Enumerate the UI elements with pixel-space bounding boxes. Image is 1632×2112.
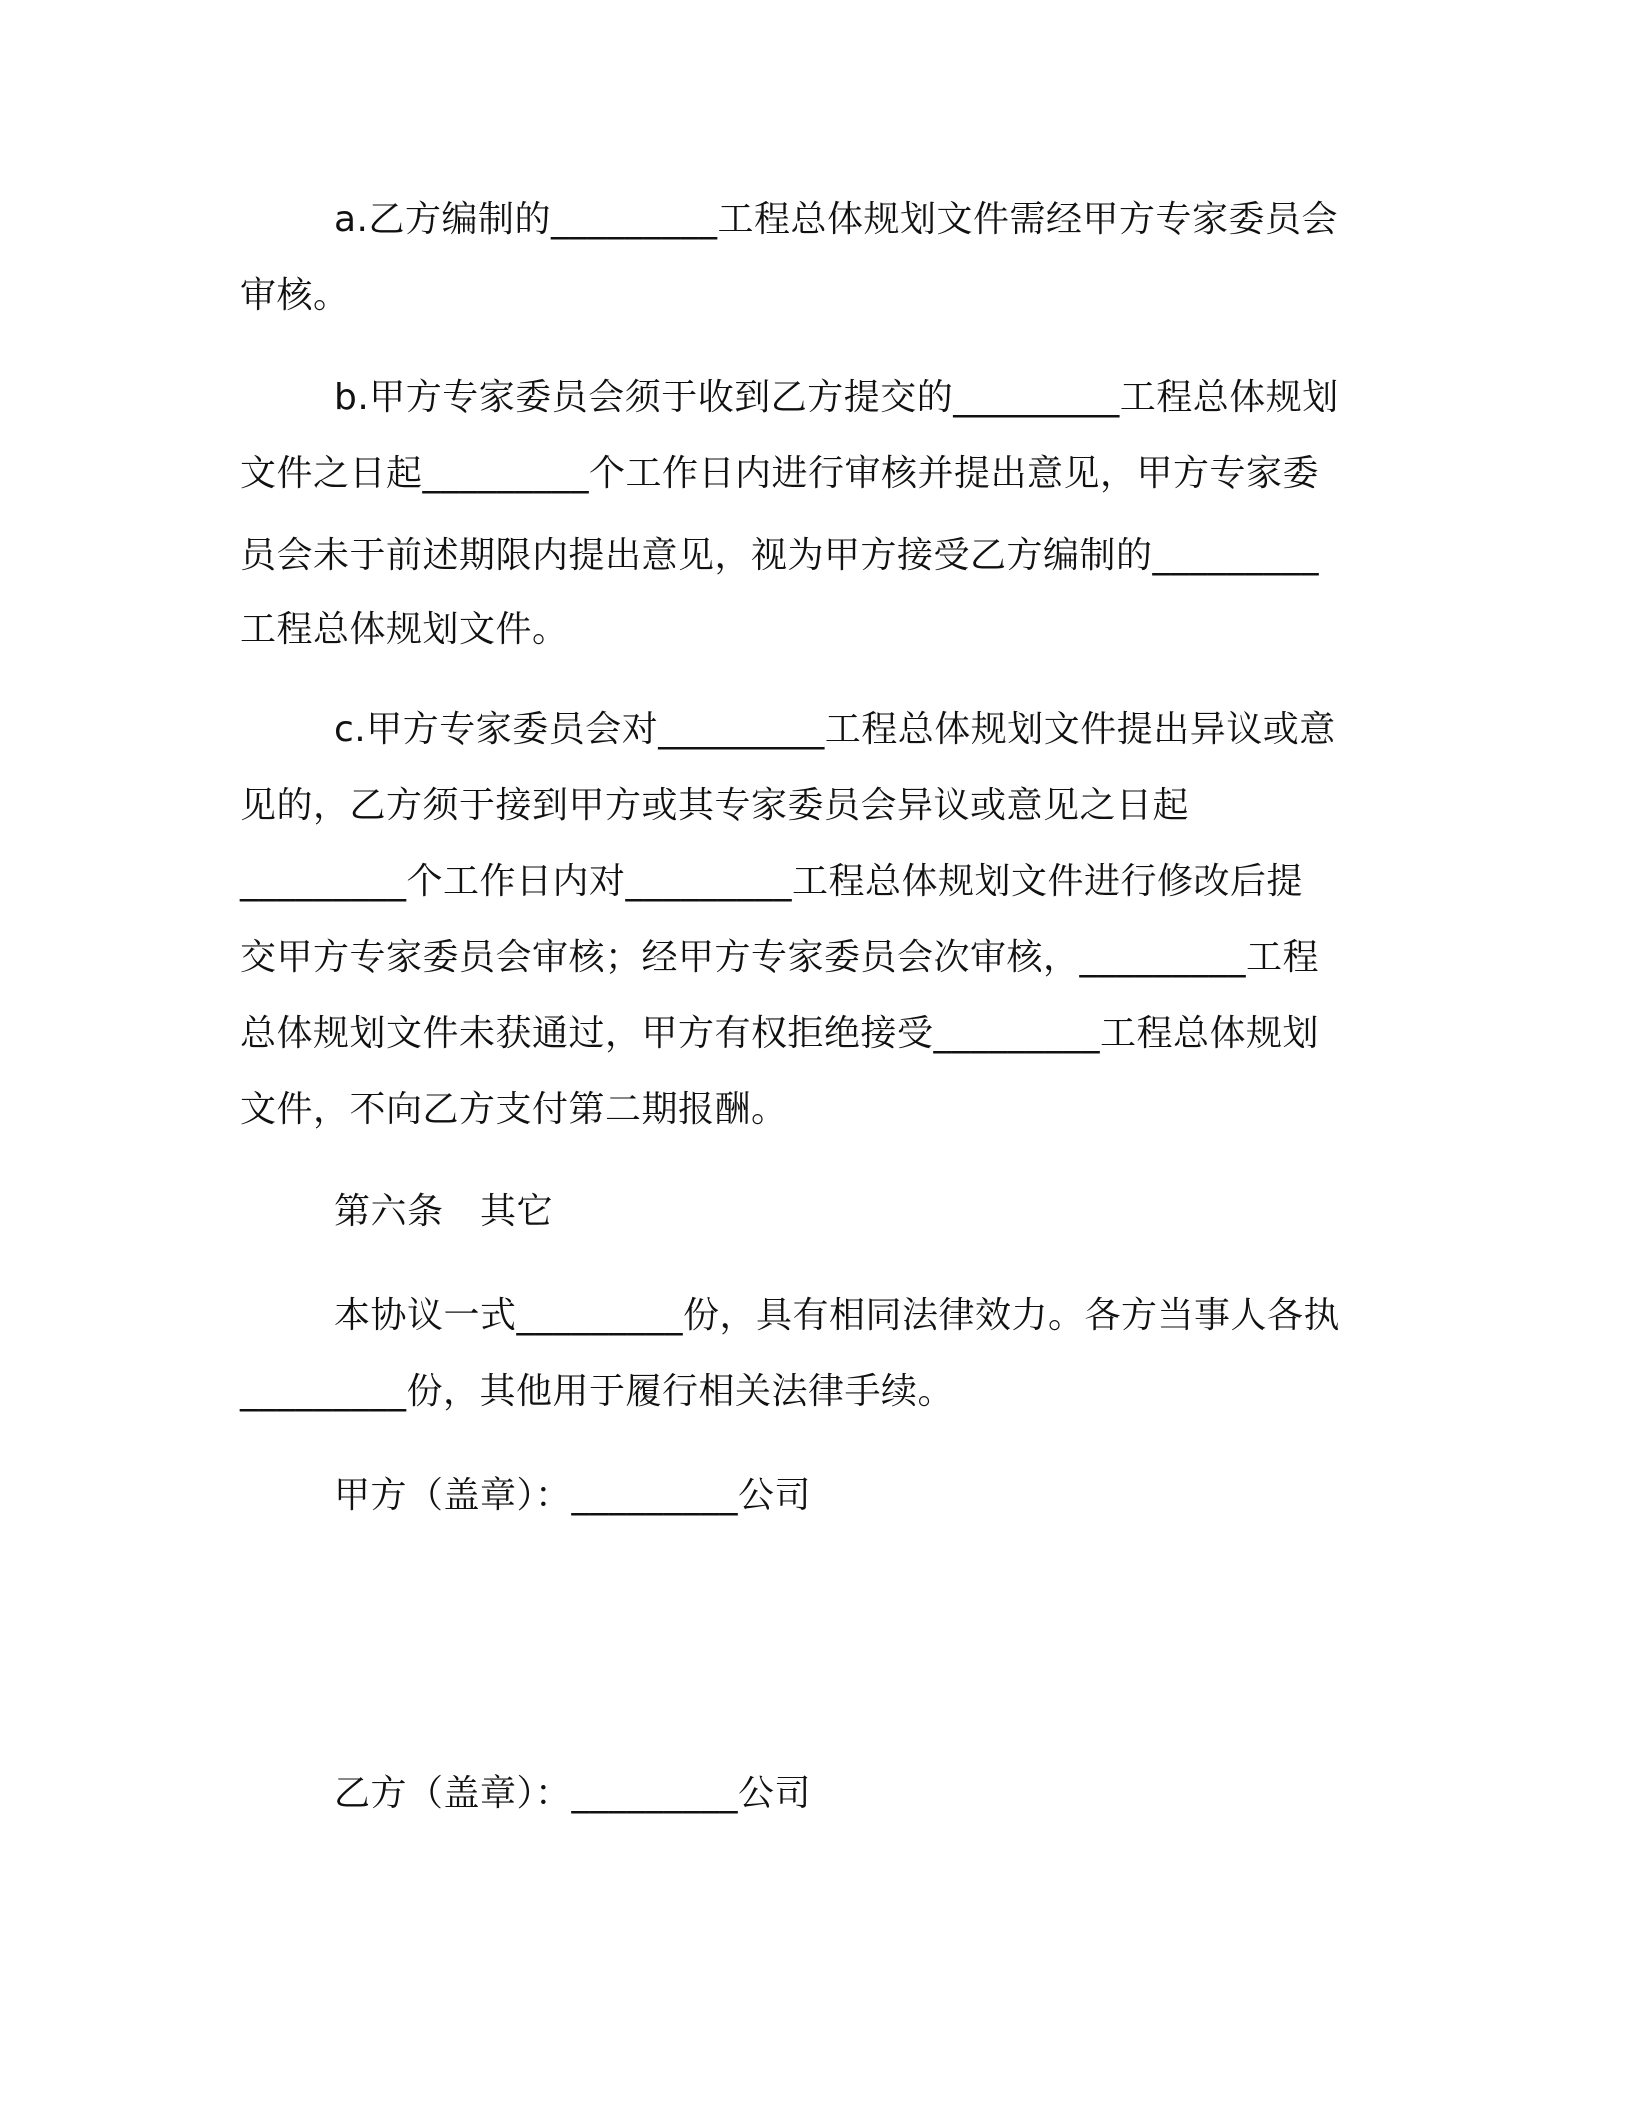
clause-a-line-2: 审核。 <box>240 275 350 316</box>
clause-c-line-2: 见的，乙方须于接到甲方或其专家委员会异议或意见之日起 <box>240 785 1190 826</box>
clause-c-line-3: _________个工作日内对_________工程总体规划文件进行修改后提 <box>240 861 1304 902</box>
clause-c-line-4: 交甲方专家委员会审核；经甲方专家委员会次审核，_________工程 <box>240 937 1320 978</box>
copies-line-2: _________份，其他用于履行相关法律手续。 <box>240 1371 955 1412</box>
clause-c-line-5: 总体规划文件未获通过，甲方有权拒绝接受_________工程总体规划 <box>240 1013 1320 1054</box>
clause-b-line-4: 工程总体规划文件。 <box>240 609 569 650</box>
clause-b-line-1: b.甲方专家委员会须于收到乙方提交的_________工程总体规划 <box>334 377 1339 418</box>
copies-line-1: 本协议一式_________份，具有相同法律效力。各方当事人各执 <box>334 1295 1341 1336</box>
clause-a-line-1: a.乙方编制的_________工程总体规划文件需经甲方专家委员会 <box>334 199 1339 240</box>
article-six-heading: 第六条 其它 <box>334 1191 554 1232</box>
clause-b-line-3: 员会未于前述期限内提出意见，视为甲方接受乙方编制的_________ <box>240 535 1320 576</box>
party-a-seal: 甲方（盖章）：_________公司 <box>334 1475 812 1516</box>
clause-b-line-2: 文件之日起_________个工作日内进行审核并提出意见，甲方专家委 <box>240 453 1320 494</box>
clause-c-line-6: 文件，不向乙方支付第二期报酬。 <box>240 1089 788 1130</box>
party-b-seal: 乙方（盖章）：_________公司 <box>334 1773 812 1814</box>
clause-c-line-1: c.甲方专家委员会对_________工程总体规划文件提出异议或意 <box>334 709 1336 750</box>
